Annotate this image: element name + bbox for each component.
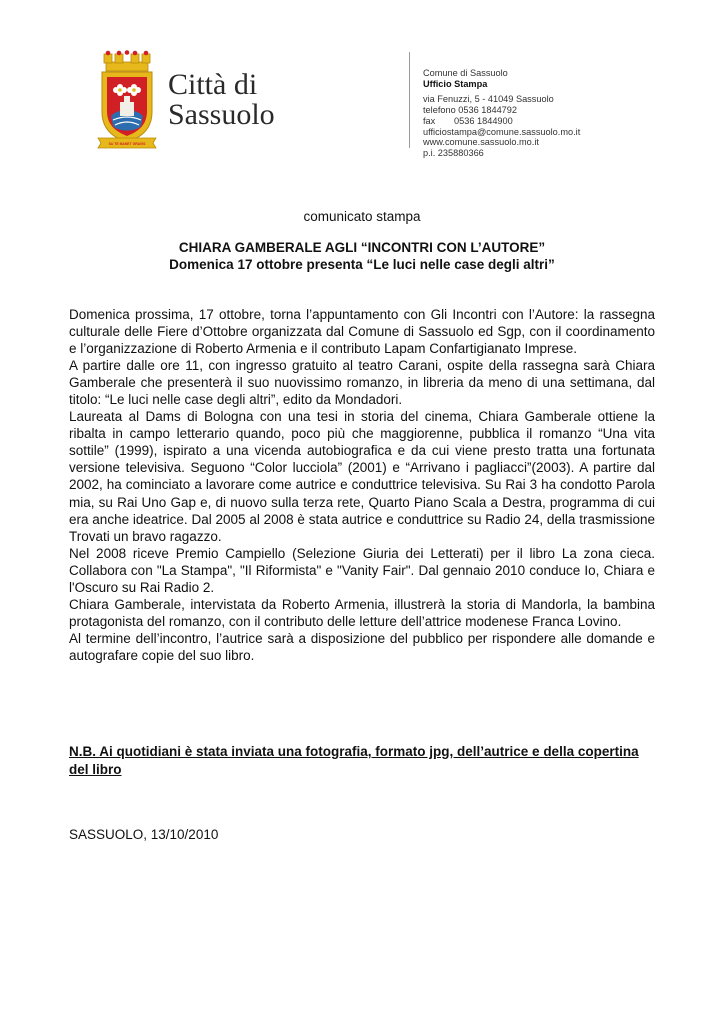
crown-icon — [104, 50, 150, 71]
document-type-label: comunicato stampa — [303, 209, 421, 224]
office-website[interactable]: www.comune.sassuolo.mo.it — [423, 137, 539, 148]
office-address: via Fenuzzi, 5 - 41049 Sassuolo — [423, 93, 554, 104]
fax-number: 0536 1844900 — [454, 115, 513, 126]
header-divider — [409, 52, 410, 148]
org-name-line-1: Città di — [168, 68, 258, 101]
headline-title: CHIARA GAMBERALE AGLI “INCONTRI CON L’AUTORE” — [178, 240, 546, 255]
paragraph: Nel 2008 riceve Premio Campiello (Selezione Giuria dei Letterati) per il libro La zona cieca. Collabora con "La Stampa", "Il Riformista" e "Vanity Fair". Dal gennaio 2010 conduce Io, Chiara e l'Oscuro su Rai Radio 2. — [69, 545, 655, 595]
paragraph: Al termine dell’incontro, l’autrice sarà a disposizione del pubblico per rispondere alle domande e autografare copie del suo libro. — [69, 630, 655, 663]
body-text — [69, 306, 655, 664]
shield-icon — [102, 72, 152, 142]
headline-subtitle: Domenica 17 ottobre presenta “Le luci nelle case degli altri” — [169, 257, 555, 272]
paragraph: Domenica prossima, 17 ottobre, torna l’appuntamento con Gli Incontri con l’Autore: la rassegna culturale delle Fiere d’Ottobre organizzata dal Comune di Sassuolo ed Sgp, con il coordinamento e l’organizzazione di Roberto Armenia e il contributo Lapam Confartigianato Imprese. — [69, 307, 655, 357]
fax-label: fax — [423, 115, 436, 126]
office-email[interactable]: ufficiostampa@comune.sassuolo.mo.it — [423, 126, 581, 137]
paragraph: Chiara Gamberale, intervistata da Roberto Armenia, illustrerà la storia di Mandorla, la bambina protagonista del romanzo, con il contributo delle letture dell’attrice modenese Franca Lovino. — [69, 596, 655, 629]
paragraph: Laureata al Dams di Bologna con una tesi in storia del cinema, Chiara Gamberale ottiene la ribalta in campo letterario quando, poco più che maggiorenne, pubblica il romanzo “Una vita sottile” (1999), ispirato a una vicenda autobiografica e da cui viene presto tratta una fortunata versione televisiva. Seguono “Color lucciola” (2001) e “Arrivano i pagliacci”(2003). A partire dal 2002, ha cominciato a lavorare come autrice e conduttrice televisiva. Su Rai 3 ha condotto Parola mia, su Rai Uno Gap e, di nuovo sulla terza rete, Quarto Piano Scala a Destra, programma di cui era anche ideatrice. Dal 2005 al 2008 è stata autrice e conduttrice su Radio 24, della trasmissione Trovati un bravo ragazzo. — [69, 409, 655, 544]
office-name: Comune di Sassuolo — [423, 68, 508, 78]
org-name — [168, 70, 275, 130]
place-date: SASSUOLO, 13/10/2010 — [69, 827, 219, 842]
office-phone: telefono 0536 1844792 — [423, 104, 518, 115]
note-text: N.B. Ai quotidiani è stata inviata una fotografia, formato jpg, dell’autrice e della copertina del libro — [69, 744, 639, 777]
contact-block — [423, 68, 580, 159]
office-fax — [423, 116, 580, 127]
org-name-line-2: Sassuolo — [168, 98, 275, 131]
crest-ribbon — [98, 138, 156, 148]
crest-ribbon-text: SU TE MANET GRAVIS — [108, 142, 146, 147]
city-crest-logo — [96, 50, 158, 152]
office-vat: p.i. 235880366 — [423, 148, 484, 159]
office-department: Ufficio Stampa — [423, 78, 488, 89]
paragraph: A partire dalle ore 11, con ingresso gratuito al teatro Carani, ospite della rassegna sarà Chiara Gamberale che presenterà il suo nuovissimo romanzo, in libreria da meno di una settimana, dal titolo: “Le luci nelle case degli altri”, edito da Mondadori. — [69, 358, 655, 408]
